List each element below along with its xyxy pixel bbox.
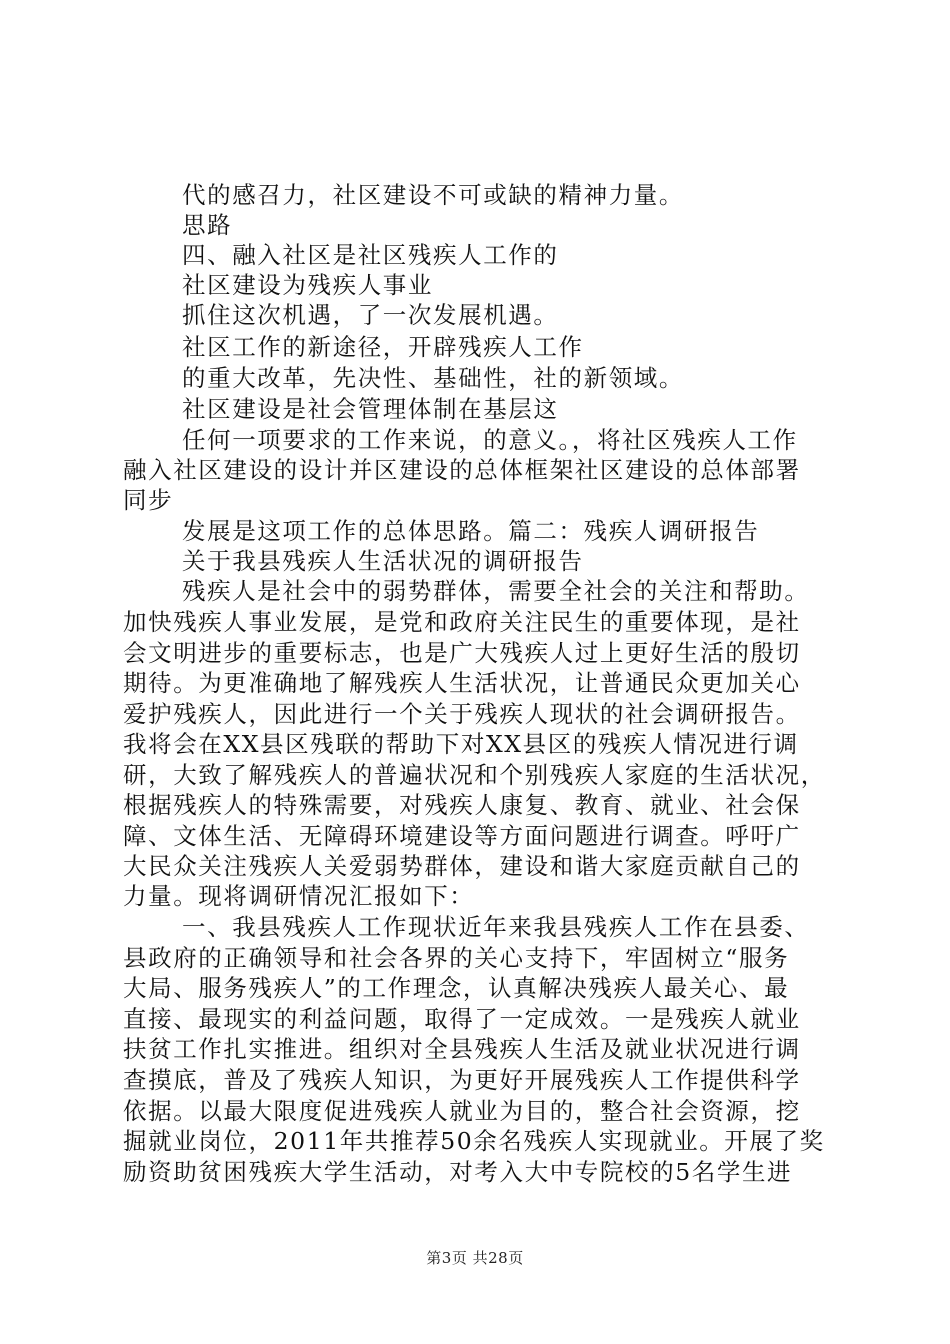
text-line: 关于我县残疾人生活状况的调研报告 — [182, 547, 584, 575]
text-line: 扶贫工作扎实推进。组织对全县残疾人生活及就业状况进行调 — [123, 1035, 801, 1063]
text-line: 残疾人是社会中的弱势群体，需要全社会的关注和帮助。 — [182, 577, 810, 605]
text-line: 任何一项要求的工作来说，的意义。，将社区残疾人工作 — [182, 426, 798, 454]
text-line: 的重大改革，先决性、基础性，社的新领域。 — [182, 364, 684, 392]
text-line: 代的感召力，社区建设不可或缺的精神力量。 — [182, 181, 684, 209]
text-line: 依据。以最大限度促进残疾人就业为目的，整合社会资源，挖 — [123, 1097, 801, 1125]
text-line: 四、融入社区是社区残疾人工作的 — [182, 241, 559, 269]
text-line: 社区工作的新途径，开辟残疾人工作 — [182, 333, 584, 361]
page-footer: 第3页 共28页 — [426, 1249, 524, 1267]
text-line: 发展是这项工作的总体思路。篇二：残疾人调研报告 — [182, 517, 760, 545]
text-line: 研，大致了解残疾人的普遍状况和个别残疾人家庭的生活状况， — [123, 761, 826, 789]
text-line: 我将会在XX县区残联的帮助下对XX县区的残疾人情况进行调 — [123, 730, 799, 758]
text-line: 会文明进步的重要标志，也是广大残疾人过上更好生活的殷切 — [123, 639, 801, 667]
text-line: 爱护残疾人，因此进行一个关于残疾人现状的社会调研报告。 — [123, 700, 801, 728]
text-line: 社区建设是社会管理体制在基层这 — [182, 395, 559, 423]
text-line: 期待。为更准确地了解残疾人生活状况，让普通民众更加关心 — [123, 669, 801, 697]
text-line: 加快残疾人事业发展，是党和政府关注民生的重要体现，是社 — [123, 608, 801, 636]
text-line: 根据残疾人的特殊需要，对残疾人康复、教育、就业、社会保 — [123, 791, 801, 819]
text-line: 力量。现将调研情况汇报如下： — [123, 882, 475, 910]
text-line: 一、我县残疾人工作现状近年来我县残疾人工作在县委、 — [182, 913, 810, 941]
text-line: 县政府的正确领导和社会各界的关心支持下，牢固树立“服务 — [123, 944, 790, 972]
text-line: 障、文体生活、无障碍环境建设等方面问题进行调查。呼吁广 — [123, 822, 801, 850]
text-line: 同步 — [123, 486, 174, 514]
text-line: 思路 — [182, 211, 233, 239]
text-line: 融入社区建设的设计并区建设的总体框架社区建设的总体部署 — [123, 456, 801, 484]
text-line: 励资助贫困残疾大学生活动，对考入大中专院校的5名学生进 — [123, 1158, 793, 1186]
text-line: 大民众关注残疾人关爱弱势群体，建设和谐大家庭贡献自己的 — [123, 852, 801, 880]
text-line: 抓住这次机遇，了一次发展机遇。 — [182, 301, 559, 329]
text-line: 掘就业岗位，2011年共推荐50余名残疾人实现就业。开展了奖 — [123, 1127, 825, 1155]
text-line: 大局、服务残疾人”的工作理念，认真解决残疾人最关心、最 — [123, 974, 790, 1002]
text-line: 查摸底，普及了残疾人知识，为更好开展残疾人工作提供科学 — [123, 1066, 801, 1094]
text-line: 直接、最现实的利益问题，取得了一定成效。一是残疾人就业 — [123, 1005, 801, 1033]
text-line: 社区建设为残疾人事业 — [182, 271, 433, 299]
